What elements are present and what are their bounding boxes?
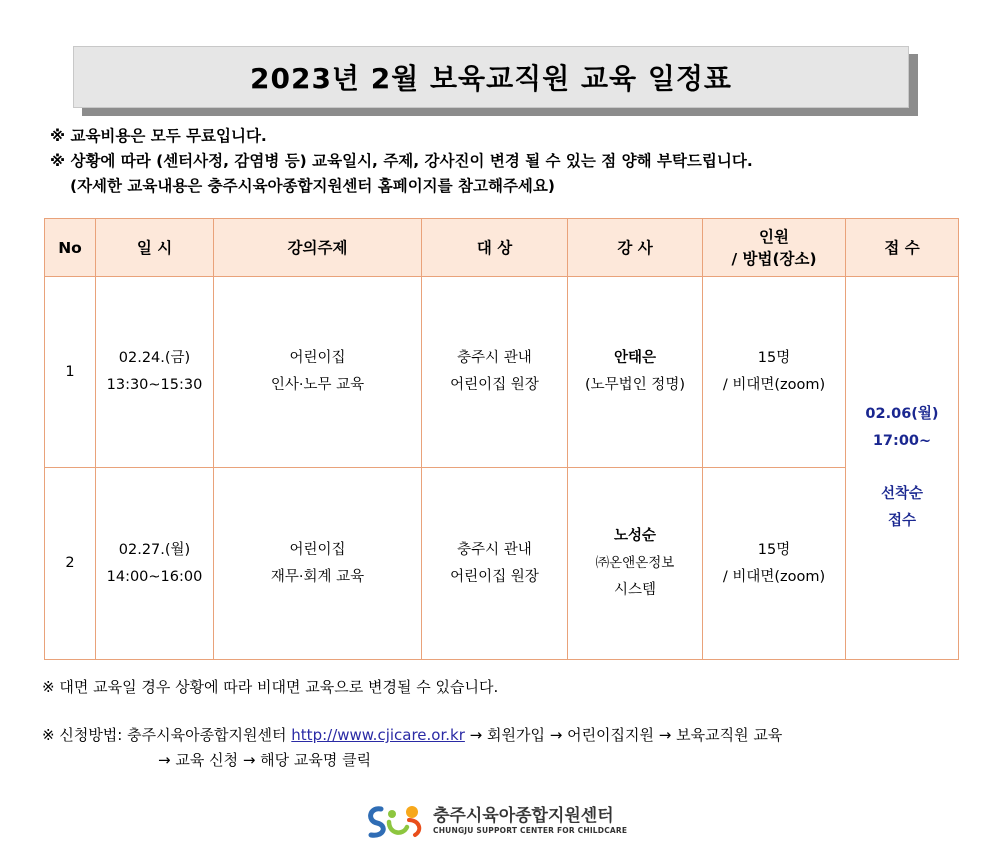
- cell-date: 02.24.(금): [118, 350, 191, 366]
- table-row: [45, 468, 959, 660]
- header-people-line2: / 방법(장소): [731, 249, 817, 268]
- cell-date: 02.27.(월): [118, 541, 191, 558]
- cell-instructor: [568, 468, 703, 660]
- center-logo: [365, 803, 627, 839]
- cell-topic-line1: 어린이집: [289, 541, 346, 558]
- note-homepage: (자세한 교육내용은 충주시육아종합지원센터 홈페이지를 참고해주세요): [70, 177, 555, 195]
- homepage-link[interactable]: http://www.cjicare.or.kr: [291, 726, 465, 744]
- table-header-row: [45, 219, 959, 277]
- cell-no: 1: [45, 277, 96, 468]
- cell-target-line1: 충주시 관내: [457, 350, 532, 366]
- cell-method: / 비대면(zoom): [722, 377, 826, 393]
- center-logo-icon: [365, 803, 427, 839]
- header-people-method: [703, 219, 846, 277]
- cell-instructor-name: 안태은: [613, 350, 657, 366]
- cell-instructor: [568, 277, 703, 468]
- registration-method-line1: 선착순: [880, 486, 924, 502]
- cell-instructor-org-line2: 시스템: [613, 582, 657, 598]
- registration-method-line2: 접수: [887, 513, 916, 529]
- table-row: [45, 277, 959, 468]
- notes: [50, 124, 970, 199]
- cell-registration: [846, 277, 959, 660]
- cell-instructor-org: (노무법인 정명): [585, 377, 685, 393]
- header-target: 대 상: [422, 219, 568, 277]
- cell-topic-line2: 재무·회계 교육: [270, 568, 365, 585]
- cell-target-line1: 충주시 관내: [457, 541, 532, 558]
- cell-people-method: [703, 468, 846, 660]
- cell-target-line2: 어린이집 원장: [450, 377, 539, 393]
- registration-time: 17:00~: [872, 433, 932, 449]
- cell-topic: [214, 468, 422, 660]
- footer-apply: [42, 724, 782, 745]
- footer-apply-line2: → 교육 신청 → 해당 교육명 클릭: [158, 751, 372, 769]
- cell-target: [422, 468, 568, 660]
- cell-people: 15명: [757, 350, 791, 366]
- logo-name-kr: 충주시육아종합지원센터: [433, 806, 614, 826]
- cell-topic-line1: 어린이집: [289, 350, 346, 366]
- header-no: No: [45, 219, 96, 277]
- cell-topic-line2: 인사·노무 교육: [270, 377, 365, 393]
- cell-target-line2: 어린이집 원장: [450, 568, 539, 585]
- registration-date: 02.06(월): [865, 406, 939, 422]
- cell-instructor-name: 노성순: [613, 528, 657, 544]
- cell-instructor-org-line1: ㈜온앤온정보: [595, 555, 675, 571]
- apply-suffix: → 회원가입 → 어린이집지원 → 보육교직원 교육: [469, 726, 783, 744]
- cell-people: 15명: [757, 541, 791, 558]
- logo-name-en: CHUNGJU SUPPORT CENTER FOR CHILDCARE: [433, 826, 628, 835]
- cell-target: [422, 277, 568, 468]
- note-free: ※ 교육비용은 모두 무료입니다.: [50, 127, 267, 145]
- header-topic: 강의주제: [214, 219, 422, 277]
- cell-datetime: [96, 468, 214, 660]
- schedule-table: [44, 218, 959, 660]
- cell-topic: [214, 277, 422, 468]
- cell-no: 2: [45, 468, 96, 660]
- header-registration: 접 수: [846, 219, 959, 277]
- cell-time: 14:00~16:00: [106, 568, 203, 585]
- apply-prefix: ※ 신청방법: 충주시육아종합지원센터: [42, 726, 287, 744]
- cell-method: / 비대면(zoom): [722, 568, 826, 585]
- footer-note: ※ 대면 교육일 경우 상황에 따라 비대면 교육으로 변경될 수 있습니다.: [42, 678, 499, 696]
- note-change: ※ 상황에 따라 (센터사정, 감염병 등) 교육일시, 주제, 강사진이 변경 될 수 있는 점 양해 부탁드립니다.: [50, 152, 753, 170]
- cell-time: 13:30~15:30: [106, 377, 203, 393]
- header-date: 일 시: [96, 219, 214, 277]
- header-instructor: 강 사: [568, 219, 703, 277]
- cell-datetime: [96, 277, 214, 468]
- page-title: 2023년 2월 보육교직원 교육 일정표: [73, 46, 909, 108]
- header-people-line1: 인원: [759, 227, 789, 246]
- cell-people-method: [703, 277, 846, 468]
